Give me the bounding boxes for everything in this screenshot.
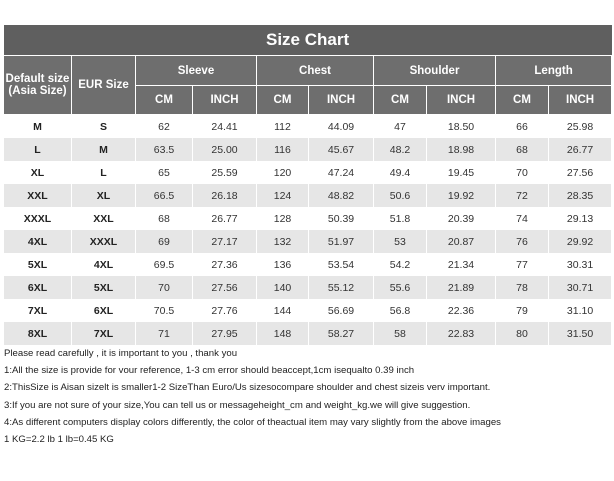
eur-size-cell: 4XL: [72, 253, 136, 276]
measurement-cell: 47: [374, 115, 427, 139]
unit-header: CM: [374, 86, 427, 115]
table-row: [4, 161, 612, 184]
measurement-cell: 55.6: [374, 276, 427, 299]
measurement-cell: 26.77: [193, 207, 257, 230]
note-line: 3:If you are not sure of your size,You can tell us or messageheight_cm and weight_kg.we will give suggestion.: [4, 399, 471, 411]
length-header: Length: [496, 56, 612, 86]
table-row: [4, 207, 612, 230]
measurement-cell: 51.8: [374, 207, 427, 230]
measurement-cell: 55.12: [309, 276, 374, 299]
measurement-cell: 50.39: [309, 207, 374, 230]
asia-size-cell: L: [4, 138, 72, 161]
measurement-cell: 21.34: [427, 253, 496, 276]
table-row: [4, 115, 612, 139]
measurement-cell: 65: [136, 161, 193, 184]
measurement-cell: 71: [136, 322, 193, 345]
measurement-cell: 120: [257, 161, 309, 184]
measurement-cell: 48.82: [309, 184, 374, 207]
asia-size-cell: M: [4, 115, 72, 139]
measurement-cell: 20.39: [427, 207, 496, 230]
table-row: [4, 184, 612, 207]
measurement-cell: 68: [136, 207, 193, 230]
chart-title: Size Chart: [4, 25, 612, 56]
note-line: 2:ThisSize is Aisan sizelt is smaller1-2 SizeThan Euro/Us sizesocompare shoulder and chest sizeis verv important.: [4, 382, 491, 394]
unit-header: INCH: [309, 86, 374, 115]
measurement-cell: 78: [496, 276, 549, 299]
measurement-cell: 18.98: [427, 138, 496, 161]
measurement-cell: 22.83: [427, 322, 496, 345]
measurement-cell: 144: [257, 299, 309, 322]
measurement-cell: 69: [136, 230, 193, 253]
measurement-cell: 50.6: [374, 184, 427, 207]
eur-size-cell: L: [72, 161, 136, 184]
measurement-cell: 54.2: [374, 253, 427, 276]
measurement-cell: 68: [496, 138, 549, 161]
measurement-cell: 58.27: [309, 322, 374, 345]
measurement-cell: 26.77: [549, 138, 612, 161]
measurement-cell: 70: [496, 161, 549, 184]
eur-size-cell: M: [72, 138, 136, 161]
size-chart-table: [3, 25, 612, 345]
asia-size-cell: 5XL: [4, 253, 72, 276]
measurement-cell: 20.87: [427, 230, 496, 253]
eur-size-header: EUR Size: [72, 56, 136, 115]
measurement-cell: 128: [257, 207, 309, 230]
measurement-cell: 27.56: [193, 276, 257, 299]
measurement-cell: 44.09: [309, 115, 374, 139]
measurement-cell: 29.92: [549, 230, 612, 253]
measurement-cell: 56.8: [374, 299, 427, 322]
measurement-cell: 18.50: [427, 115, 496, 139]
measurement-cell: 124: [257, 184, 309, 207]
measurement-cell: 56.69: [309, 299, 374, 322]
measurement-cell: 66.5: [136, 184, 193, 207]
table-row: [4, 138, 612, 161]
measurement-cell: 25.98: [549, 115, 612, 139]
measurement-cell: 62: [136, 115, 193, 139]
measurement-cell: 31.10: [549, 299, 612, 322]
eur-size-cell: XXL: [72, 207, 136, 230]
measurement-cell: 136: [257, 253, 309, 276]
measurement-cell: 70.5: [136, 299, 193, 322]
table-row: [4, 299, 612, 322]
measurement-cell: 24.41: [193, 115, 257, 139]
measurement-cell: 112: [257, 115, 309, 139]
asia-size-cell: XXL: [4, 184, 72, 207]
table-row: [4, 253, 612, 276]
measurement-cell: 25.00: [193, 138, 257, 161]
asia-size-cell: XL: [4, 161, 72, 184]
unit-header: INCH: [427, 86, 496, 115]
measurement-cell: 63.5: [136, 138, 193, 161]
measurement-cell: 74: [496, 207, 549, 230]
measurement-cell: 76: [496, 230, 549, 253]
measurement-cell: 45.67: [309, 138, 374, 161]
asia-size-cell: 4XL: [4, 230, 72, 253]
measurement-cell: 77: [496, 253, 549, 276]
asia-size-cell: 8XL: [4, 322, 72, 345]
size-rows: [4, 115, 612, 346]
unit-header: INCH: [549, 86, 612, 115]
measurement-cell: 27.56: [549, 161, 612, 184]
measurement-cell: 27.95: [193, 322, 257, 345]
note-line: 1:All the size is provide for vour reference, 1-3 cm error should beaccept,1cm isequalto 0.39 inch: [4, 365, 415, 377]
measurement-cell: 53.54: [309, 253, 374, 276]
table-row: [4, 230, 612, 253]
measurement-cell: 27.76: [193, 299, 257, 322]
eur-size-cell: 6XL: [72, 299, 136, 322]
size-chart: [3, 25, 611, 345]
eur-size-cell: 5XL: [72, 276, 136, 299]
note-line: Please read carefully , it is important to you , thank you: [4, 348, 238, 359]
measurement-cell: 51.97: [309, 230, 374, 253]
measurement-cell: 30.31: [549, 253, 612, 276]
unit-header: CM: [496, 86, 549, 115]
measurement-cell: 49.4: [374, 161, 427, 184]
note-line: 1 KG=2.2 lb 1 lb=0.45 KG: [4, 434, 114, 446]
measurement-cell: 25.59: [193, 161, 257, 184]
measurement-cell: 22.36: [427, 299, 496, 322]
measurement-cell: 48.2: [374, 138, 427, 161]
notes: [4, 345, 612, 448]
unit-header: INCH: [193, 86, 257, 115]
measurement-cell: 53: [374, 230, 427, 253]
asia-size-cell: 6XL: [4, 276, 72, 299]
measurement-cell: 30.71: [549, 276, 612, 299]
measurement-cell: 79: [496, 299, 549, 322]
measurement-cell: 69.5: [136, 253, 193, 276]
measurement-cell: 80: [496, 322, 549, 345]
measurement-cell: 132: [257, 230, 309, 253]
measurement-cell: 27.36: [193, 253, 257, 276]
measurement-cell: 29.13: [549, 207, 612, 230]
measurement-cell: 19.45: [427, 161, 496, 184]
chest-header: Chest: [257, 56, 374, 86]
eur-size-cell: 7XL: [72, 322, 136, 345]
measurement-cell: 148: [257, 322, 309, 345]
measurement-cell: 116: [257, 138, 309, 161]
measurement-cell: 31.50: [549, 322, 612, 345]
measurement-cell: 70: [136, 276, 193, 299]
measurement-cell: 72: [496, 184, 549, 207]
measurement-cell: 140: [257, 276, 309, 299]
measurement-cell: 47.24: [309, 161, 374, 184]
shoulder-header: Shoulder: [374, 56, 496, 86]
measurement-cell: 26.18: [193, 184, 257, 207]
measurement-cell: 28.35: [549, 184, 612, 207]
measurement-cell: 21.89: [427, 276, 496, 299]
measurement-cell: 58: [374, 322, 427, 345]
asia-size-cell: 7XL: [4, 299, 72, 322]
eur-size-cell: XL: [72, 184, 136, 207]
eur-size-cell: XXXL: [72, 230, 136, 253]
table-row: [4, 322, 612, 345]
unit-header: CM: [136, 86, 193, 115]
eur-size-cell: S: [72, 115, 136, 139]
default-size-header: Default size (Asia Size): [4, 56, 72, 115]
measurement-cell: 19.92: [427, 184, 496, 207]
table-row: [4, 276, 612, 299]
asia-size-cell: XXXL: [4, 207, 72, 230]
measurement-cell: 66: [496, 115, 549, 139]
note-line: 4:As different computers display colors differently, the color of theactual item may vary slightly from the above images: [4, 416, 501, 428]
unit-header: CM: [257, 86, 309, 115]
measurement-cell: 27.17: [193, 230, 257, 253]
sleeve-header: Sleeve: [136, 56, 257, 86]
